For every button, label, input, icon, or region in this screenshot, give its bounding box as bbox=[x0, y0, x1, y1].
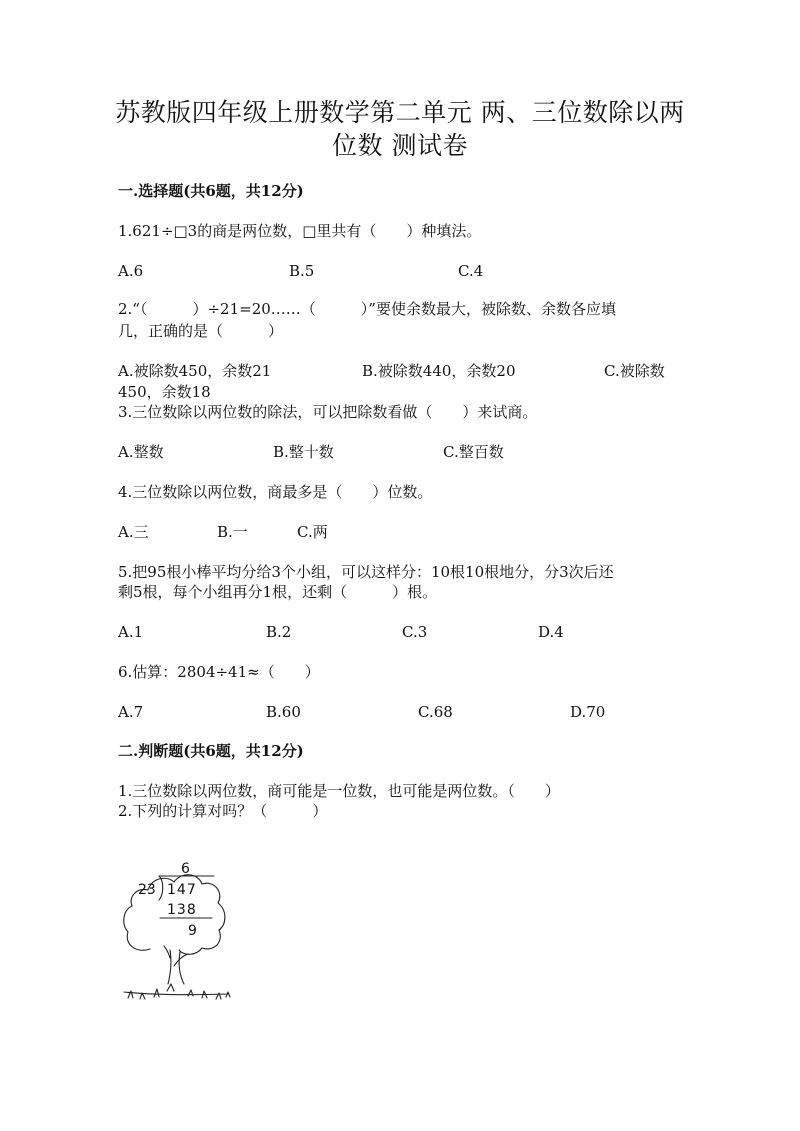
question-3-option-a: A.整数 bbox=[118, 443, 164, 461]
question-4-stem: 4.三位数除以两位数，商最多是（ ）位数。 bbox=[118, 483, 433, 501]
question-4-option-a: A.三 bbox=[118, 523, 149, 541]
question-3-option-c: C.整百数 bbox=[443, 443, 504, 461]
section-heading-choice: 一.选择题(共6题，共12分) bbox=[118, 182, 304, 200]
question-5-stem-line-2: 剩5根，每个小组再分1根，还剩（ ）根。 bbox=[118, 583, 438, 601]
title-line-2: 位数 测试卷 bbox=[332, 131, 468, 160]
tree-division-figure bbox=[118, 858, 233, 1006]
judgement-question-1: 1.三位数除以两位数，商可能是一位数，也可能是两位数。（ ） bbox=[118, 782, 560, 800]
question-5-option-b: B.2 bbox=[266, 623, 292, 641]
question-6-stem: 6.估算：2804÷41≈（ ） bbox=[118, 663, 320, 681]
question-3-stem: 3.三位数除以两位数的除法，可以把除数看做（ ）来试商。 bbox=[118, 403, 538, 421]
question-5-option-c: C.3 bbox=[402, 623, 428, 641]
question-1-stem: 1.621÷□3的商是两位数，□里共有（ ）种填法。 bbox=[118, 222, 482, 240]
question-2-option-c-continued: 450，余数18 bbox=[118, 383, 211, 401]
question-3-option-b: B.整十数 bbox=[273, 443, 334, 461]
question-6-option-c: C.68 bbox=[418, 703, 453, 721]
section-heading-judgement: 二.判断题(共6题，共12分) bbox=[118, 742, 304, 760]
judgement-question-2: 2.下列的计算对吗？（ ） bbox=[118, 802, 328, 820]
question-1-option-b: B.5 bbox=[289, 262, 315, 280]
question-5-option-d: D.4 bbox=[538, 623, 564, 641]
question-2-option-b: B.被除数440，余数20 bbox=[362, 362, 516, 380]
question-1-option-c: C.4 bbox=[458, 262, 484, 280]
dividend-value: 147 bbox=[167, 882, 197, 898]
question-4-option-b: B.一 bbox=[217, 523, 248, 541]
question-2-stem-line-2: 几，正确的是（ ） bbox=[118, 322, 284, 340]
question-6-option-a: A.7 bbox=[118, 703, 144, 721]
question-2-option-c: C.被除数 bbox=[604, 362, 665, 380]
question-5-option-a: A.1 bbox=[118, 623, 144, 641]
grass bbox=[124, 984, 230, 999]
remainder-value: 9 bbox=[188, 923, 197, 939]
question-2-stem-line-1: 2.“（ ）÷21=20……（ ）”要使余数最大，被除数、余数各应填 bbox=[118, 300, 616, 318]
question-6-option-d: D.70 bbox=[570, 703, 606, 721]
question-4-option-c: C.两 bbox=[297, 523, 328, 541]
title-line-1: 苏教版四年级上册数学第二单元 两、三位数除以两 bbox=[115, 98, 685, 127]
page-title bbox=[90, 96, 710, 162]
quotient-digit: 6 bbox=[181, 861, 190, 877]
question-5-stem-line-1: 5.把95根小棒平均分给3个小组，可以这样分：10根10根地分，分3次后还 bbox=[118, 563, 614, 581]
question-2-option-a: A.被除数450，余数21 bbox=[118, 362, 272, 380]
question-1-option-a: A.6 bbox=[118, 262, 144, 280]
divisor-value: 23 bbox=[138, 882, 156, 898]
tree-trunk bbox=[164, 946, 188, 984]
question-6-option-b: B.60 bbox=[266, 703, 301, 721]
product-value: 138 bbox=[167, 902, 197, 918]
